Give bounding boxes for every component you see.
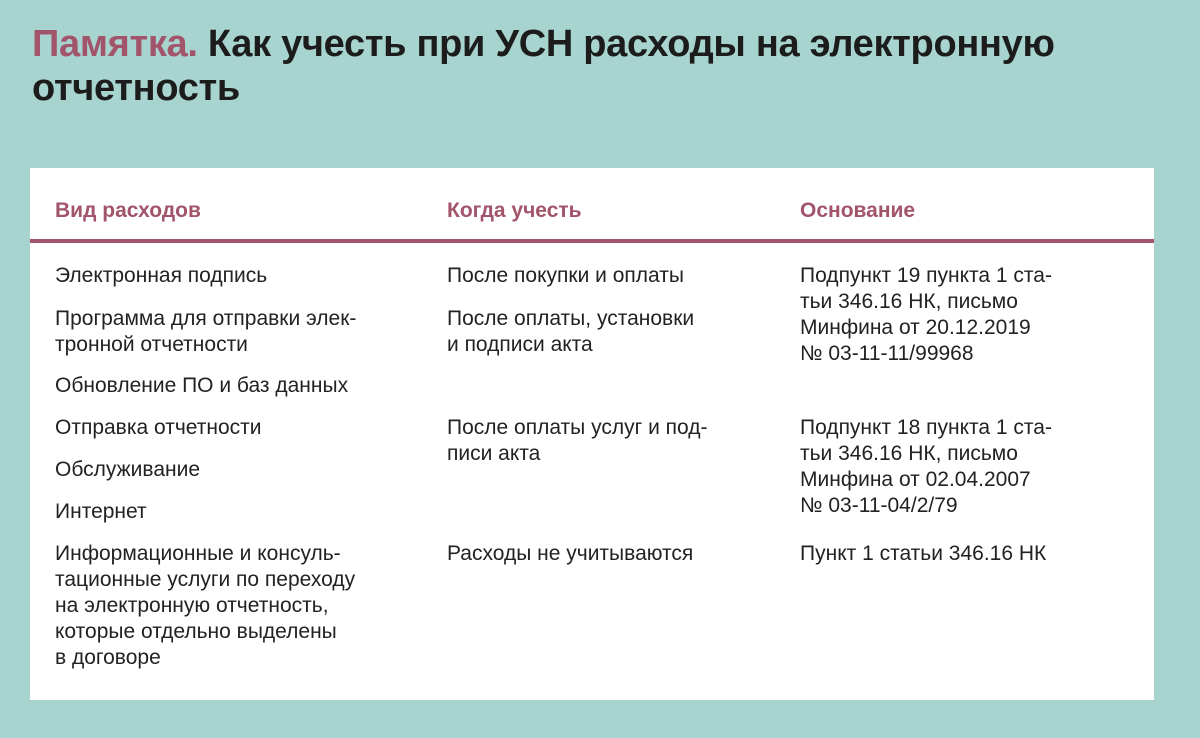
expense-type-cell: Обновление ПО и баз данных xyxy=(55,374,349,397)
expense-type-cell: Программа для отправки элек- тронной отчетности xyxy=(55,307,357,356)
when-to-account-cell: После покупки и оплаты xyxy=(447,264,684,287)
header-divider xyxy=(30,239,1154,243)
expense-type-cell: Обслуживание xyxy=(55,458,201,481)
basis-cell: Пункт 1 статьи 346.16 НК xyxy=(800,542,1047,565)
title-text: Как учесть при УСН расходы на электронную отчетность xyxy=(32,23,1055,109)
expenses-table xyxy=(30,168,1154,700)
expense-type-cell: Отправка отчетности xyxy=(55,416,262,439)
column-header-when-to-account: Когда учесть xyxy=(447,199,582,222)
when-to-account-cell: После оплаты услуг и под- писи акта xyxy=(447,416,708,465)
when-to-account-cell: После оплаты, установки и подписи акта xyxy=(447,307,695,356)
column-header-expense-type: Вид расходов xyxy=(55,199,201,222)
expense-type-cell: Интернет xyxy=(55,500,147,523)
basis-cell: Подпункт 18 пункта 1 ста- тьи 346.16 НК, письмо Минфина от 02.04.2007 № 03-11-04/2/79 xyxy=(800,416,1052,517)
basis-cell: Подпункт 19 пункта 1 ста- тьи 346.16 НК, письмо Минфина от 20.12.2019 № 03-11-11/99968 xyxy=(800,264,1052,365)
expense-type-cell: Электронная подпись xyxy=(55,264,268,287)
title-prefix: Памятка. xyxy=(32,23,198,65)
page-title xyxy=(32,22,1172,110)
column-header-basis: Основание xyxy=(800,199,916,222)
expense-type-cell: Информационные и консуль- тационные услуги по переходу на электронную отчетность, которые отдельно выделены в договоре xyxy=(55,542,356,669)
when-to-account-cell: Расходы не учитываются xyxy=(447,542,694,565)
